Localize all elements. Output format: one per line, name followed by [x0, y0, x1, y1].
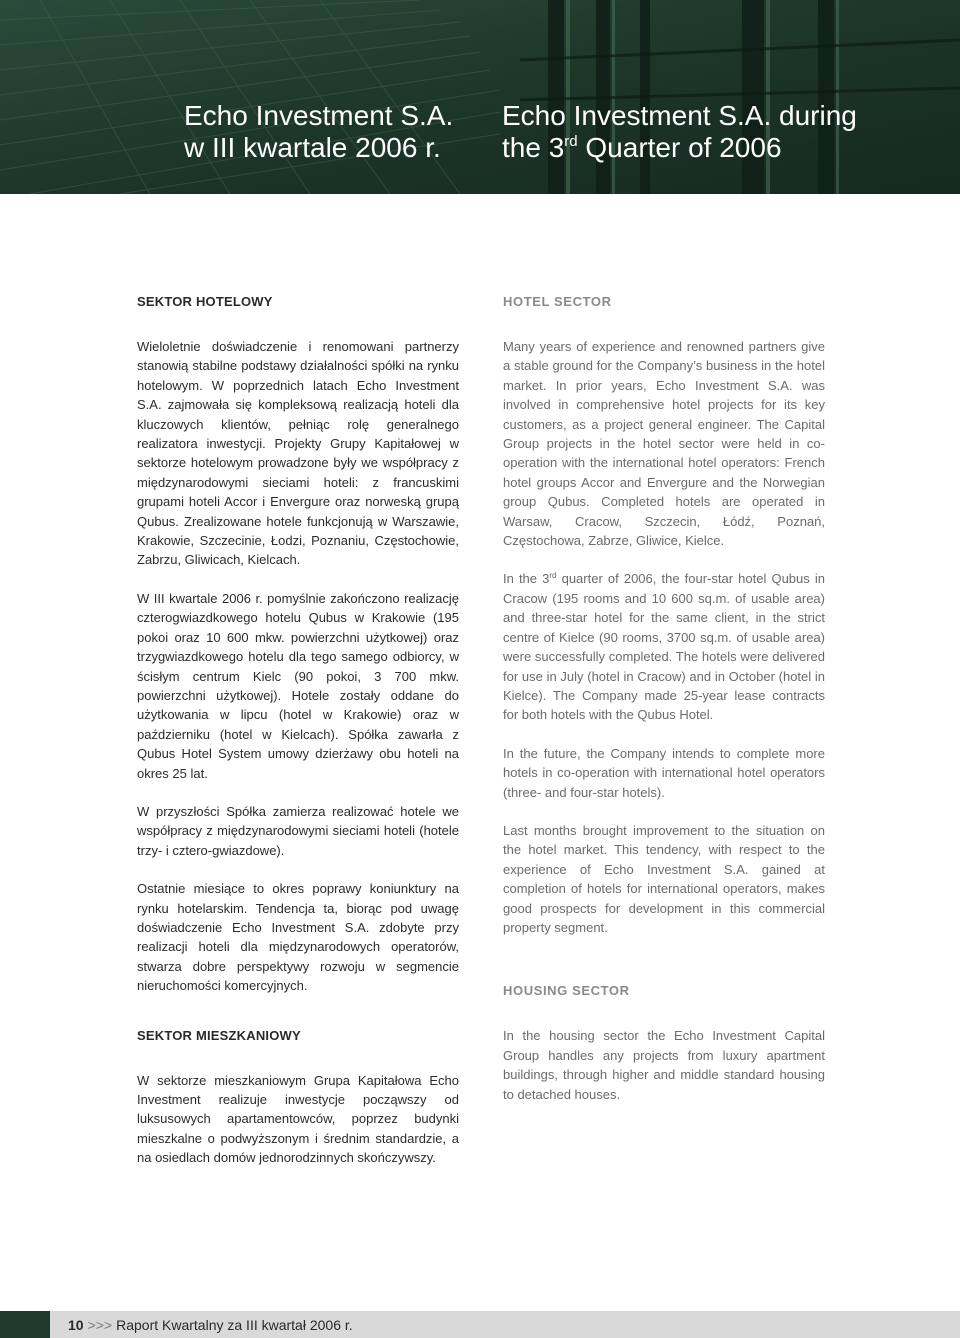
english-column [503, 294, 825, 1104]
page-title-polish [184, 100, 453, 164]
title-en-line2-sup: rd [564, 133, 578, 150]
page-title-english [502, 100, 857, 164]
paragraph-pl-2: W III kwartale 2006 r. pomyślnie zakończono realizację czterogwiazdkowego hotelu Qubus w Krakowie (195 pokoi oraz 10 600 mkw. powierzchni użytkowej) oraz trzygwiazdkowego hotelu dla tego samego odbiorcy, w ścisłym centrum Kielc (90 pokoi, 3 700 mkw. powierzchni użytkowej). Hotele zostały oddane do użytkowania w lipcu (hotel w Krakowie) oraz w październiku (hotel w Kielcach). Spółka zawarła z Qubus Hotel System umowy dzierżawy obu hoteli na okres 25 lat. [137, 590, 459, 781]
paragraph-pl-5: W sektorze mieszkaniowym Grupa Kapitałowa Echo Investment realizuje inwestycje począwszy od luksusowych apartamentowców, poprzez budynki mieszkalne o podwyższonym i średnim standardzie, a na osiedlach domów jednorodzinnych skończywszy. [137, 1072, 459, 1166]
paragraph-en-5: In the housing sector the Echo Investment Capital Group handles any projects from luxury apartment buildings, through higher and middle standard housing to detached houses. [503, 1028, 825, 1102]
paragraph-en-2-pre: In the 3 [503, 571, 550, 587]
paragraph-en-2-post: quarter of 2006, the four-star hotel Qubus in Cracow (195 rooms and 10 600 sq.m. of usable area) and three-star hotel for the same client, in the strict centre of Kielce (90 rooms, 3700 sq.m. of usable area) were successfully completed. The hotels were delivered for use in July (hotel in Cracow) and in October (hotel in Kielce). The Company made 25-year lease contracts for both hotels with the Qubus Hotel. [503, 571, 825, 723]
footer-report-title: Raport Kwartalny za III kwartał 2006 r. [116, 1317, 353, 1333]
header-banner [0, 0, 960, 194]
title-en-line2-pre: the 3 [502, 132, 565, 163]
page-number: 10 [68, 1317, 84, 1333]
paragraph-en-4: Last months brought improvement to the situation on the hotel market. This tendency, with respect to the experience of Echo Investment S.A. gained at completion of hotels for international operators, makes good prospects for development in this commercial property segment. [503, 822, 825, 935]
paragraph-en-1: Many years of experience and renowned partners give a stable ground for the Company’s business in the hotel market. In prior years, Echo Investment S.A. was involved in comprehensive hotel projects for its key customers, as a project general engineer. The Capital Group projects in the hotel sector were held in co-operation with the international hotel operators: French hotel groups Accor and Envergure and the Norwegian group Qubus. Completed hotels are operated in Warsaw, Cracow, Szczecin, Łódź, Poznań, Częstochowa, Zabrze, Gliwice, Kielce. [503, 339, 825, 549]
title-en-line1: Echo Investment S.A. during [502, 100, 857, 131]
title-pl-line2: w III kwartale 2006 r. [184, 132, 441, 163]
polish-column [137, 294, 459, 1168]
title-en-line2-post: Quarter of 2006 [577, 132, 782, 163]
title-en-line2 [502, 132, 857, 164]
paragraph-pl-3: W przyszłości Spółka zamierza realizować hotele we współpracy z międzynarodowymi sieciami hoteli (hotele trzy- i cztero-gwiazdowe). [137, 803, 459, 858]
paragraph-en-2 [503, 569, 825, 724]
footer [68, 1316, 353, 1334]
title-pl-line1: Echo Investment S.A. [184, 100, 454, 131]
paragraph-pl-1: Wieloletnie doświadczenie i renomowani partnerzy stanowią stabilne podstawy działalności spółki na rynku hotelowym. W poprzednich latach Echo Investment S.A. zajmowała się kompleksową realizacją hoteli dla kluczowych klientów, pełniąc rolę generalnego realizatora inwestycji. Projekty Grupy Kapitałowej w sektorze hotelowym prowadzone były we współpracy z międzynarodowymi sieciami hoteli: z francuskimi grupami hoteli Accor i Envergure oraz norweską grupą Qubus. Zrealizowane hotele funkcjonują w Warszawie, Krakowie, Szczecinie, Łodzi, Poznaniu, Częstochowie, Zabrzu, Gliwicach, Kielcach. [137, 339, 459, 568]
footer-arrows: >>> [87, 1317, 113, 1333]
paragraph-en-2-sup: rd [549, 571, 557, 581]
paragraph-pl-4: Ostatnie miesiące to okres poprawy koniunktury na rynku hotelarskim. Tendencja ta, biorąc pod uwagę doświadczenie Echo Investment S.A. zdobyte przy realizacji hoteli dla międzynarodowych operatorów, stwarza dobre perspektywy rozwoju w segmencie nieruchomości komercyjnych. [137, 881, 459, 994]
section-heading-hotel-en: HOTEL SECTOR [503, 294, 612, 309]
footer-dark-block [0, 1311, 50, 1338]
paragraph-en-3: In the future, the Company intends to complete more hotels in co-operation with international hotel operators (three- and four-star hotels). [503, 745, 825, 800]
section-heading-housing-pl: SEKTOR MIESZKANIOWY [137, 1027, 301, 1043]
section-heading-housing-en: HOUSING SECTOR [503, 983, 630, 999]
banner-photo-graphic [0, 0, 960, 194]
section-heading-hotel-pl: SEKTOR HOTELOWY [137, 294, 273, 309]
